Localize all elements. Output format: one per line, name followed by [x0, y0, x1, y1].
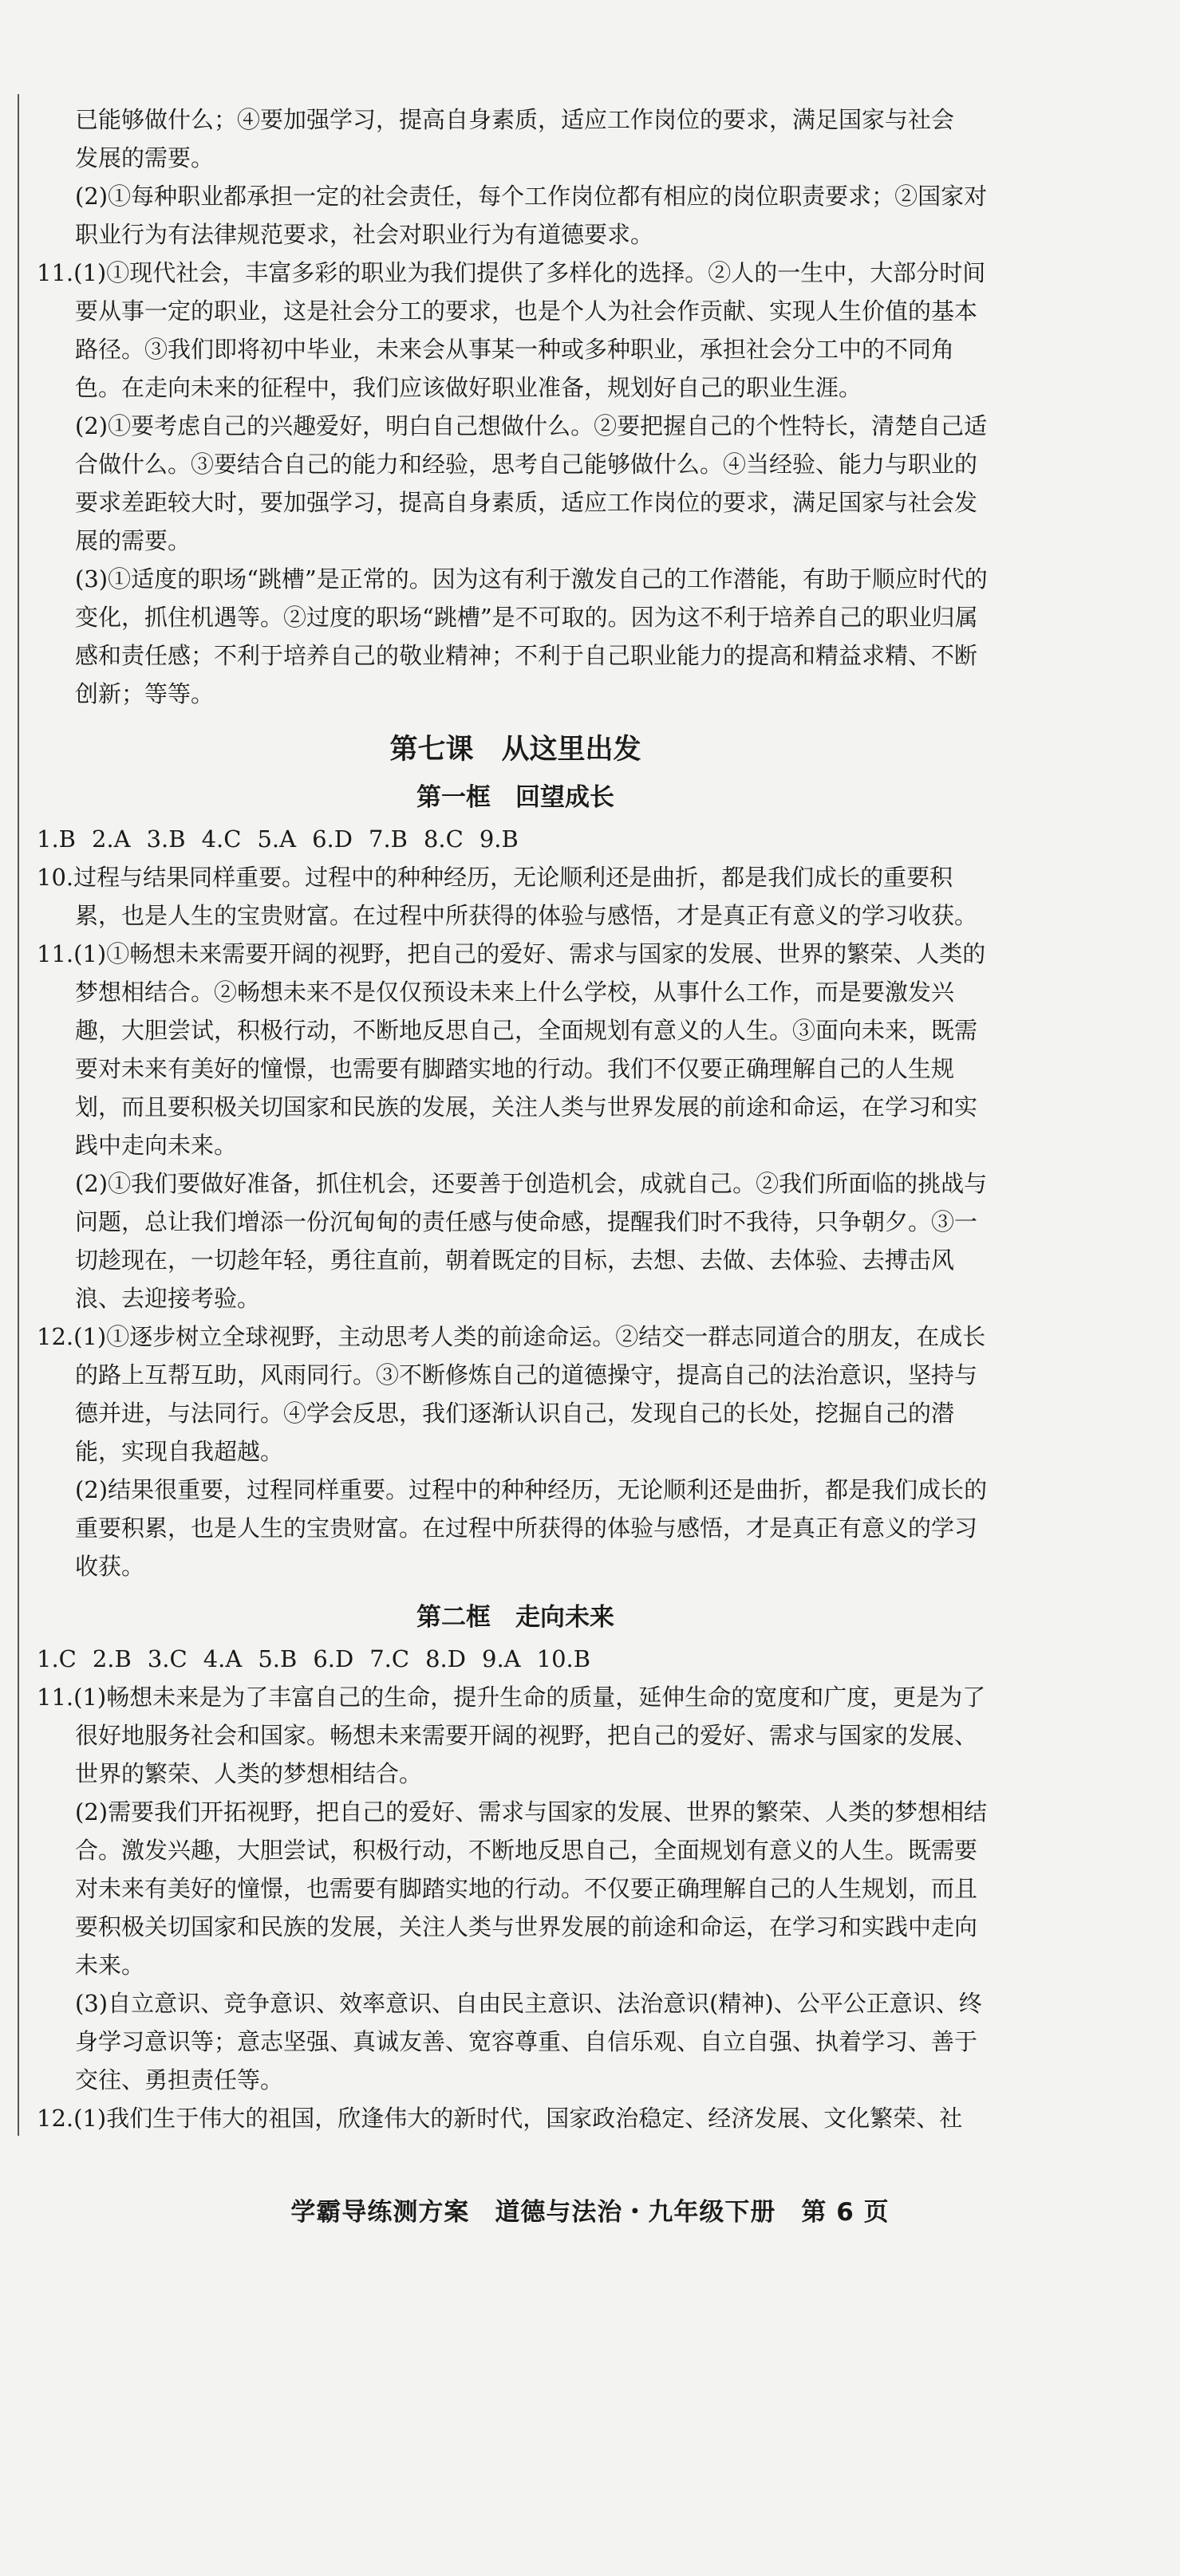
section1-choice-answers [37, 820, 994, 858]
mc-answer: 9.A [482, 1645, 521, 1672]
mc-answer: 8.C [423, 825, 464, 853]
s1-q12-part2: (2)结果很重要，过程同样重要。过程中的种种经历，无论顺利还是曲折，都是我们成长的重要积累，也是人生的宝贵财富。在过程中所获得的体验与感悟，才是真正有意义的学习收获。 [75, 1476, 988, 1580]
s2-q11-part3: (3)自立意识、竞争意识、效率意识、自由民主意识、法治意识(精神)、公平公正意识、终身学习意识等；意志坚强、真诚友善、宽容尊重、自信乐观、自立自强、执着学习、善于交往、勇担责任等。 [75, 1990, 982, 2093]
mc-answer: 5.A [257, 825, 297, 853]
q11-part2: (2)①要考虑自己的兴趣爱好，明白自己想做什么。②要把握自己的个性特长，清楚自己适合做什么。③要结合自己的能力和经验，思考自己能够做什么。④当经验、能力与职业的要求差距较大时，要加强学习，提高自身素质，适应工作岗位的要求，满足国家与社会发展的需要。 [75, 412, 988, 554]
mc-answer: 1.B [37, 825, 76, 853]
section2-choice-answers [37, 1640, 994, 1678]
mc-answer: 7.C [369, 1645, 410, 1672]
mc-answer: 4.C [201, 825, 242, 853]
mc-answer: 2.B [92, 1645, 132, 1672]
mc-answer: 3.B [146, 825, 186, 853]
s2-q11-part1: 11.(1)畅想未来是为了丰富自己的生命，提升生命的质量，延伸生命的宽度和广度，更是为了很好地服务社会和国家。畅想未来需要开阔的视野，把自己的爱好、需求与国家的发展、世界的繁荣、人类的梦想相结合。 [37, 1684, 986, 1787]
section2-title: 第二框 走向未来 [416, 1603, 614, 1632]
q10-part2: (2)①每种职业都承担一定的社会责任，每个工作岗位都有相应的岗位职责要求；②国家对职业行为有法律规范要求，社会对职业行为有道德要求。 [75, 183, 988, 248]
answer-content [37, 100, 994, 2137]
mc-answer: 1.C [37, 1645, 77, 1672]
continued-line-2: 发展的需要。 [75, 144, 215, 171]
mc-answer: 5.B [258, 1645, 298, 1672]
mc-answer: 6.D [312, 825, 353, 853]
section1-title: 第一框 回望成长 [416, 783, 614, 812]
s2-q11-part2: (2)需要我们开拓视野，把自己的爱好、需求与国家的发展、世界的繁荣、人类的梦想相结合。激发兴趣，大胆尝试，积极行动，不断地反思自己，全面规划有意义的人生。既需要对未来有美好的憧憬，也需要有脚踏实地的行动。不仅要正确理解自己的人生规划，而且要积极关切国家和民族的发展，关注人类与世界发展的前途和命运，在学习和实践中走向未来。 [75, 1798, 988, 1979]
mc-answer: 7.B [369, 825, 408, 853]
page-footer: 学霸导练测方案 道德与法治・九年级下册 第 6 页 [290, 2198, 890, 2227]
mc-answer: 8.D [425, 1645, 467, 1672]
left-margin-rule [18, 94, 19, 2136]
lesson-title: 第七课 从这里出发 [389, 734, 641, 766]
s1-q11-part1: 11.(1)①畅想未来需要开阔的视野，把自己的爱好、需求与国家的发展、世界的繁荣、人类的梦想相结合。②畅想未来不是仅仅预设未来上什么学校，从事什么工作，而是要激发兴趣，大胆尝试，积极行动，不断地反思自己，全面规划有意义的人生。③面向未来，既需要对未来有美好的憧憬，也需要有脚踏实地的行动。我们不仅要正确理解自己的人生规划，而且要积极关切国家和民族的发展，关注人类与世界发展的前途和命运，在学习和实践中走向未来。 [37, 940, 986, 1159]
mc-answer: 4.A [203, 1645, 243, 1672]
s2-q12-part1: 12.(1)我们生于伟大的祖国，欣逢伟大的新时代，国家政治稳定、经济发展、文化繁荣、社 [37, 2105, 963, 2132]
mc-answer: 3.C [147, 1645, 187, 1672]
continued-line-1: 已能够做什么；④要加强学习，提高自身素质，适应工作岗位的要求，满足国家与社会 [75, 106, 955, 133]
s1-q11-part2: (2)①我们要做好准备，抓住机会，还要善于创造机会，成就自己。②我们所面临的挑战与问题，总让我们增添一份沉甸甸的责任感与使命感，提醒我们时不我待，只争朝夕。③一切趁现在，一切趁年轻，勇往直前，朝着既定的目标，去想、去做、去体验、去搏击风浪、去迎接考验。 [75, 1170, 988, 1312]
mc-answer: 10.B [536, 1645, 591, 1672]
mc-answer: 6.D [313, 1645, 354, 1672]
q11-part1: 11.(1)①现代社会，丰富多彩的职业为我们提供了多样化的选择。②人的一生中，大部分时间要从事一定的职业，这是社会分工的要求，也是个人为社会作贡献、实现人生价值的基本路径。③我们即将初中毕业，未来会从事某一种或多种职业，承担社会分工中的不同角色。在走向未来的征程中，我们应该做好职业准备，规划好自己的职业生涯。 [37, 259, 986, 401]
mc-answer: 9.B [479, 825, 519, 853]
q11-part3: (3)①适度的职场“跳槽”是正常的。因为这有利于激发自己的工作潜能，有助于顺应时代的变化，抓住机遇等。②过度的职场“跳槽”是不可取的。因为这不利于培养自己的职业归属感和责任感；不利于培养自己的敬业精神；不利于自己职业能力的提高和精益求精、不断创新；等等。 [75, 565, 988, 707]
s1-q12-part1: 12.(1)①逐步树立全球视野，主动思考人类的前途命运。②结交一群志同道合的朋友，在成长的路上互帮互助，风雨同行。③不断修炼自己的道德操守，提高自己的法治意识，坚持与德并进，与法同行。④学会反思，我们逐渐认识自己，发现自己的长处，挖掘自己的潜能，实现自我超越。 [37, 1323, 986, 1465]
mc-answer: 2.A [91, 825, 131, 853]
s1-q10: 10.过程与结果同样重要。过程中的种种经历，无论顺利还是曲折，都是我们成长的重要积累，也是人生的宝贵财富。在过程中所获得的体验与感悟，才是真正有意义的学习收获。 [37, 864, 978, 929]
